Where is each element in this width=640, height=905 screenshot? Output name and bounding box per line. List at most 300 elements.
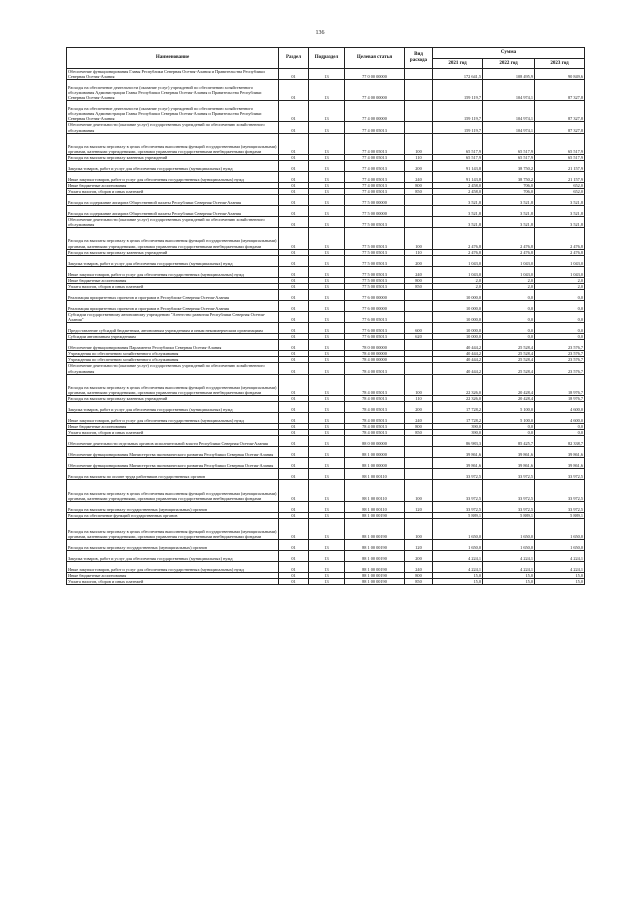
row-amount-2023: 1 043,0 [535,255,585,266]
row-amount-2023: 652,0 [535,189,585,195]
row-target-cell: 88 1 00 00190 [345,518,405,539]
row-name-cell: Расходы на обеспечение функций государственных органов [67,512,279,518]
row-subsection-cell: 13 [309,182,345,188]
row-amount-2023: 0,0 [535,334,585,340]
row-amount-2023: 82 338,7 [535,436,585,447]
row-target-cell: 88 1 00 00190 [345,512,405,518]
row-expense-type-cell: 850 [405,430,433,436]
row-amount-2023: 15,0 [535,573,585,579]
row-amount-2021: 10 000,0 [433,312,483,323]
table-row [67,300,585,311]
row-name-cell: Иные бюджетные ассигнования [67,573,279,579]
row-amount-2021: 1 650,0 [433,518,483,539]
row-amount-2021: 3 521,8 [433,217,483,228]
row-amount-2023: 23 576,7 [535,351,585,357]
row-amount-2023: 23 576,7 [535,340,585,351]
row-amount-2021: 1 043,0 [433,255,483,266]
row-amount-2021: 10 000,0 [433,300,483,311]
row-subsection-cell: 13 [309,312,345,323]
row-section-cell: 01 [279,323,309,334]
row-amount-2023: 33 972,5 [535,469,585,480]
row-amount-2021: 39 861,6 [433,447,483,458]
row-name-cell: Расходы на выплаты по оплате труда работников государственных органов [67,469,279,480]
row-target-cell: 88 1 00 00190 [345,562,405,573]
row-amount-2022: 20 428,4 [483,374,535,395]
row-amount-2023: 65 517,9 [535,133,585,154]
row-name-cell: Расходы на выплаты персоналу в целях обеспечения выполнения функций государственными (муниципальными) органами, казенными учреждениями, органами управления государственными внебюджетными фондами [67,374,279,395]
row-amount-2021: 3 521,8 [433,206,483,217]
row-amount-2021: 1 043,0 [433,266,483,277]
row-amount-2023: 5 889,1 [535,512,585,518]
row-expense-type-cell [405,217,433,228]
row-expense-type-cell: 100 [405,228,433,249]
row-section-cell: 01 [279,424,309,430]
table-row [67,312,585,323]
table-row [67,122,585,133]
row-name-cell: Закупка товаров, работ и услуг для обеспечения государственных (муниципальных) нужд [67,401,279,412]
row-subsection-cell: 13 [309,69,345,80]
row-amount-2023: 33 972,5 [535,501,585,512]
row-subsection-cell: 13 [309,334,345,340]
row-name-cell: Обеспечение функционирования Министерства экономического развития Республики Северная Осетия-Алания [67,458,279,469]
row-subsection-cell: 13 [309,551,345,562]
row-section-cell: 01 [279,133,309,154]
row-subsection-cell: 13 [309,357,345,363]
row-subsection-cell: 13 [309,300,345,311]
row-expense-type-cell: 200 [405,551,433,562]
row-name-cell: Иные бюджетные ассигнования [67,277,279,283]
row-section-cell: 01 [279,363,309,374]
row-amount-2022: 3 521,8 [483,195,535,206]
row-subsection-cell: 13 [309,539,345,550]
row-section-cell: 01 [279,249,309,255]
row-amount-2022: 5 100,0 [483,401,535,412]
row-name-cell: Расходы на выплаты персоналу в целях обеспечения выполнения функций государственными (муниципальными) органами, казенными учреждениями, органами управления государственными внебюджетными фондами [67,518,279,539]
row-amount-2021: 2 476,8 [433,228,483,249]
table-row [67,80,585,101]
row-amount-2023: 18 976,7 [535,374,585,395]
row-subsection-cell: 13 [309,424,345,430]
row-target-cell: 77 4 00 00000 [345,101,405,122]
header-target: Целевая статья [345,48,405,69]
row-target-cell: 88 1 00 00190 [345,579,405,585]
row-amount-2021: 1 650,0 [433,539,483,550]
row-section-cell: 01 [279,300,309,311]
row-amount-2022: 0,0 [483,323,535,334]
row-amount-2022: 706,0 [483,182,535,188]
row-name-cell: Обеспечение деятельности (оказание услуг) государственных учреждений по обеспечению хозяйственного обслуживания [67,217,279,228]
row-expense-type-cell: 120 [405,539,433,550]
table-row [67,469,585,480]
row-subsection-cell: 13 [309,395,345,401]
row-expense-type-cell: 600 [405,323,433,334]
row-amount-2021: 40 444,2 [433,340,483,351]
row-subsection-cell: 13 [309,573,345,579]
row-amount-2022: 39 861,6 [483,458,535,469]
row-amount-2021: 159 119,7 [433,122,483,133]
row-subsection-cell: 13 [309,323,345,334]
row-subsection-cell: 13 [309,469,345,480]
row-section-cell: 01 [279,266,309,277]
row-target-cell: 77 6 00 05013 [345,312,405,323]
row-amount-2022: 0,0 [483,312,535,323]
row-amount-2022: 2 476,8 [483,249,535,255]
row-target-cell: 77 0 00 00000 [345,69,405,80]
row-amount-2023: 0,0 [535,300,585,311]
row-section-cell: 01 [279,312,309,323]
table-row [67,160,585,171]
row-amount-2023: 652,0 [535,182,585,188]
row-name-cell: Расходы на содержание аппарата Общественной палаты Республики Северная Осетия-Алания [67,206,279,217]
row-subsection-cell: 13 [309,501,345,512]
row-section-cell: 01 [279,228,309,249]
row-section-cell: 01 [279,171,309,182]
row-target-cell: 77 4 00 05013 [345,133,405,154]
row-target-cell: 77 5 00 05013 [345,266,405,277]
row-expense-type-cell: 850 [405,189,433,195]
row-amount-2021: 91 143,8 [433,160,483,171]
table-row [67,518,585,539]
row-expense-type-cell: 620 [405,334,433,340]
row-section-cell: 01 [279,539,309,550]
row-target-cell: 88 1 00 00000 [345,447,405,458]
row-section-cell: 01 [279,255,309,266]
budget-table [66,47,585,585]
row-amount-2022: 33 972,5 [483,501,535,512]
row-amount-2022: 0,0 [483,424,535,430]
table-row [67,171,585,182]
row-section-cell: 01 [279,430,309,436]
header-year-2023: 2023 год [535,59,585,69]
row-target-cell: 78 4 00 05013 [345,374,405,395]
row-amount-2022: 25 528,4 [483,357,535,363]
row-amount-2022: 65 517,9 [483,154,535,160]
row-amount-2021: 159 119,7 [433,80,483,101]
row-target-cell: 77 4 00 05013 [345,182,405,188]
row-amount-2021: 2 458,0 [433,182,483,188]
row-target-cell: 88 1 00 00190 [345,551,405,562]
row-name-cell: Иные закупки товаров, работ и услуг для обеспечения государственных (муниципальных) нужд [67,562,279,573]
table-row [67,363,585,374]
row-amount-2022: 85 425,7 [483,436,535,447]
row-section-cell: 01 [279,80,309,101]
row-target-cell: 77 5 00 00000 [345,206,405,217]
row-target-cell: 78 4 00 05013 [345,424,405,430]
row-amount-2022: 104 974,1 [483,101,535,122]
table-row [67,255,585,266]
row-amount-2022: 25 528,4 [483,363,535,374]
row-subsection-cell: 13 [309,80,345,101]
row-amount-2022: 25 528,4 [483,351,535,357]
row-name-cell: Уплата налогов, сборов и иных платежей [67,283,279,289]
row-amount-2021: 2 476,8 [433,249,483,255]
row-amount-2021: 15,0 [433,579,483,585]
row-amount-2023: 4 224,1 [535,562,585,573]
table-row [67,323,585,334]
row-amount-2022: 20 428,4 [483,395,535,401]
row-name-cell: Иные бюджетные ассигнования [67,424,279,430]
row-amount-2021: 2 458,0 [433,189,483,195]
row-expense-type-cell [405,312,433,323]
row-expense-type-cell [405,363,433,374]
row-amount-2022: 1 650,0 [483,518,535,539]
row-section-cell: 01 [279,357,309,363]
row-amount-2023: 4 224,1 [535,551,585,562]
row-section-cell: 01 [279,469,309,480]
row-subsection-cell: 13 [309,206,345,217]
row-amount-2022: 4 224,1 [483,551,535,562]
row-expense-type-cell: 850 [405,579,433,585]
row-target-cell: 88 1 00 00110 [345,480,405,501]
row-name-cell: Обеспечение деятельности (оказание услуг) государственных учреждений по обеспечению хозяйственного обслуживания [67,122,279,133]
table-row [67,374,585,395]
header-sum: Сумма [433,48,585,59]
row-subsection-cell: 13 [309,283,345,289]
row-amount-2022: 3 521,8 [483,206,535,217]
row-amount-2023: 1 043,0 [535,266,585,277]
row-expense-type-cell: 240 [405,266,433,277]
row-target-cell: 77 4 00 05013 [345,171,405,182]
row-name-cell: Реализация приоритетных проектов и программ в Республике Северная Осетия-Алания [67,289,279,300]
row-amount-2023: 4 600,0 [535,412,585,423]
row-name-cell: Иные закупки товаров, работ и услуг для обеспечения государственных (муниципальных) нужд [67,171,279,182]
row-amount-2021: 390,0 [433,424,483,430]
row-name-cell: Расходы на обеспечение деятельности (оказание услуг) учреждений по обеспечению хозяйственного обслуживания Администрации Главы Республики Северная Осетия-Алания и Правительства Республики Северная Осетия-Алания [67,101,279,122]
row-name-cell: Субсидии автономным учреждениям [67,334,279,340]
row-target-cell: 78 0 00 00000 [345,340,405,351]
row-expense-type-cell [405,289,433,300]
row-amount-2021: 172 641,5 [433,69,483,80]
table-row [67,228,585,249]
row-amount-2021: 4 224,1 [433,551,483,562]
row-target-cell: 77 5 00 05013 [345,255,405,266]
row-expense-type-cell [405,458,433,469]
row-amount-2022: 39 861,6 [483,447,535,458]
row-target-cell: 77 6 00 00000 [345,289,405,300]
row-target-cell: 88 1 00 00000 [345,458,405,469]
row-expense-type-cell: 200 [405,401,433,412]
row-subsection-cell: 13 [309,447,345,458]
row-amount-2021: 10 000,0 [433,289,483,300]
row-name-cell: Иные закупки товаров, работ и услуг для обеспечения государственных (муниципальных) нужд [67,266,279,277]
row-amount-2022: 2,0 [483,277,535,283]
row-expense-type-cell: 110 [405,395,433,401]
row-amount-2023: 0,0 [535,289,585,300]
row-section-cell: 01 [279,122,309,133]
row-section-cell: 01 [279,340,309,351]
row-amount-2022: 5 889,1 [483,512,535,518]
row-expense-type-cell [405,80,433,101]
table-row [67,579,585,585]
row-subsection-cell: 13 [309,351,345,357]
row-target-cell: 78 4 00 05013 [345,395,405,401]
row-expense-type-cell: 850 [405,283,433,289]
row-target-cell: 78 4 00 05013 [345,363,405,374]
row-amount-2021: 17 728,2 [433,401,483,412]
row-subsection-cell: 13 [309,217,345,228]
row-amount-2023: 1 650,0 [535,518,585,539]
row-amount-2023: 33 972,5 [535,480,585,501]
row-target-cell: 88 1 00 00190 [345,539,405,550]
row-expense-type-cell [405,206,433,217]
row-target-cell: 77 5 00 05013 [345,249,405,255]
row-expense-type-cell: 100 [405,374,433,395]
row-amount-2022: 33 972,5 [483,480,535,501]
row-section-cell: 01 [279,351,309,357]
row-amount-2022: 33 972,5 [483,469,535,480]
row-amount-2022: 104 974,1 [483,80,535,101]
row-target-cell: 88 1 00 00190 [345,573,405,579]
row-target-cell: 77 5 00 05013 [345,228,405,249]
row-subsection-cell: 13 [309,363,345,374]
row-target-cell: 77 4 00 05013 [345,189,405,195]
row-amount-2022: 38 750,2 [483,160,535,171]
row-name-cell: Иные закупки товаров, работ и услуг для обеспечения государственных (муниципальных) нужд [67,412,279,423]
row-amount-2023: 65 517,9 [535,154,585,160]
row-amount-2023: 21 157,9 [535,160,585,171]
header-year-2022: 2022 год [483,59,535,69]
row-name-cell: Учреждения по обеспечению хозяйственного обслуживания [67,351,279,357]
row-amount-2022: 706,0 [483,189,535,195]
row-section-cell: 01 [279,69,309,80]
row-name-cell: Расходы на выплаты персоналу в целях обеспечения выполнения функций государственными (муниципальными) органами, казенными учреждениями, органами управления государственными внебюджетными фондами [67,133,279,154]
row-amount-2023: 3 521,8 [535,217,585,228]
row-target-cell: 88 0 00 00000 [345,436,405,447]
row-target-cell: 77 5 00 00000 [345,195,405,206]
row-target-cell: 88 1 00 00110 [345,469,405,480]
row-amount-2023: 87 327,8 [535,122,585,133]
row-expense-type-cell: 240 [405,412,433,423]
row-section-cell: 01 [279,412,309,423]
table-row [67,289,585,300]
row-subsection-cell: 13 [309,480,345,501]
row-target-cell: 78 4 00 00000 [345,351,405,357]
row-subsection-cell: 13 [309,122,345,133]
row-subsection-cell: 13 [309,277,345,283]
row-amount-2021: 39 861,6 [433,458,483,469]
row-amount-2021: 2,0 [433,277,483,283]
row-amount-2021: 33 972,5 [433,469,483,480]
row-amount-2022: 1 043,0 [483,266,535,277]
row-name-cell: Расходы на выплаты персоналу казенных учреждений [67,395,279,401]
row-expense-type-cell [405,469,433,480]
row-subsection-cell: 13 [309,249,345,255]
row-name-cell: Реализация приоритетных проектов и программ в Республике Северная Осетия-Алания [67,300,279,311]
row-amount-2023: 3 521,8 [535,206,585,217]
row-name-cell: Предоставление субсидий бюджетным, автономным учреждениям и иным некоммерческим организациям [67,323,279,334]
row-subsection-cell: 13 [309,518,345,539]
row-amount-2023: 23 576,7 [535,363,585,374]
row-amount-2023: 0,0 [535,312,585,323]
row-target-cell: 78 4 00 05013 [345,412,405,423]
row-section-cell: 01 [279,195,309,206]
row-subsection-cell: 13 [309,154,345,160]
row-expense-type-cell: 100 [405,133,433,154]
table-row [67,480,585,501]
row-subsection-cell: 13 [309,171,345,182]
row-name-cell: Иные бюджетные ассигнования [67,182,279,188]
row-subsection-cell: 13 [309,436,345,447]
row-amount-2021: 390,0 [433,430,483,436]
table-row [67,266,585,277]
row-amount-2022: 3 521,8 [483,217,535,228]
row-name-cell: Закупка товаров, работ и услуг для обеспечения государственных (муниципальных) нужд [67,551,279,562]
row-amount-2021: 33 972,5 [433,501,483,512]
row-section-cell: 01 [279,518,309,539]
row-name-cell: Расходы на выплаты персоналу государственных (муниципальных) органов [67,539,279,550]
row-expense-type-cell: 120 [405,501,433,512]
row-section-cell: 01 [279,501,309,512]
row-section-cell: 01 [279,551,309,562]
row-amount-2023: 1 650,0 [535,539,585,550]
row-subsection-cell: 13 [309,374,345,395]
row-section-cell: 01 [279,283,309,289]
row-name-cell: Закупка товаров, работ и услуг для обеспечения государственных (муниципальных) нужд [67,255,279,266]
row-expense-type-cell [405,101,433,122]
row-section-cell: 01 [279,160,309,171]
row-name-cell: Расходы на выплаты персоналу казенных учреждений [67,249,279,255]
row-expense-type-cell: 800 [405,277,433,283]
row-amount-2022: 4 224,1 [483,562,535,573]
table-row [67,436,585,447]
row-amount-2023: 18 976,7 [535,395,585,401]
row-name-cell: Обеспечение функционирования Главы Республики Северная Осетия-Алания и Правительства Республики Северная Осетия-Алания [67,69,279,80]
table-body [67,69,585,585]
row-section-cell: 01 [279,401,309,412]
row-amount-2022: 104 974,1 [483,122,535,133]
row-expense-type-cell: 100 [405,480,433,501]
row-section-cell: 01 [279,395,309,401]
row-name-cell: Расходы на выплаты персоналу в целях обеспечения выполнения функций государственными (муниципальными) органами, казенными учреждениями, органами управления государственными внебюджетными фондами [67,480,279,501]
row-amount-2022: 0,0 [483,334,535,340]
row-amount-2021: 65 517,9 [433,133,483,154]
row-subsection-cell: 13 [309,412,345,423]
row-amount-2021: 40 444,2 [433,363,483,374]
table-row [67,562,585,573]
row-subsection-cell: 13 [309,579,345,585]
row-amount-2022: 38 750,2 [483,171,535,182]
row-amount-2023: 2 476,8 [535,249,585,255]
row-amount-2021: 40 444,2 [433,351,483,357]
row-amount-2021: 2,0 [433,283,483,289]
row-name-cell: Расходы на выплаты персоналу казенных учреждений [67,154,279,160]
row-amount-2021: 10 000,0 [433,334,483,340]
row-target-cell: 77 5 00 05013 [345,217,405,228]
row-subsection-cell: 13 [309,289,345,300]
row-amount-2023: 0,0 [535,430,585,436]
table-row [67,551,585,562]
header-year-2021: 2021 год [433,59,483,69]
row-subsection-cell: 13 [309,189,345,195]
header-subsection: Подраздел [309,48,345,69]
row-amount-2023: 4 600,0 [535,401,585,412]
row-amount-2023: 3 521,8 [535,195,585,206]
row-expense-type-cell: 200 [405,160,433,171]
row-name-cell: Уплата налогов, сборов и иных платежей [67,430,279,436]
row-section-cell: 01 [279,562,309,573]
row-amount-2023: 2,0 [535,277,585,283]
row-target-cell: 77 5 00 05013 [345,277,405,283]
row-name-cell: Уплата налогов, сборов и иных платежей [67,579,279,585]
row-amount-2023: 0,0 [535,323,585,334]
row-section-cell: 01 [279,447,309,458]
row-expense-type-cell: 800 [405,182,433,188]
row-expense-type-cell [405,340,433,351]
header-section: Раздел [279,48,309,69]
row-section-cell: 01 [279,334,309,340]
row-expense-type-cell: 800 [405,424,433,430]
row-expense-type-cell [405,436,433,447]
